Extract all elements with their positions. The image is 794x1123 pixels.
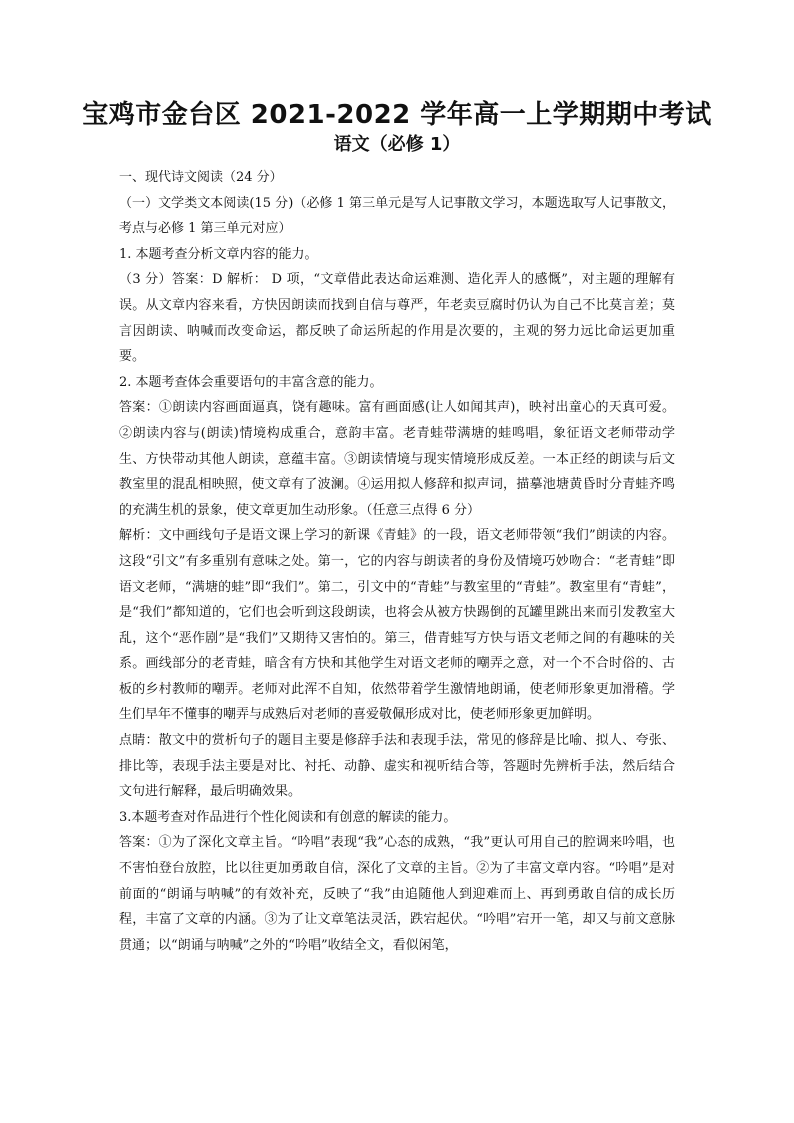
- question-2-prompt: 2. 本题考查体会重要语句的丰富含意的能力。: [119, 374, 383, 390]
- question-1-answer: （3 分）答案：D 解析： D 项，“文章借此表达命运难测、造化弄人的感慨”，对主题的理解有误。从文章内容来看，方快因朗读而找到自信与尊严，年老卖豆腐时仍认为自己不比莫言差；莫言因朗读、呐喊而改变命运，都反映了命运所起的作用是次要的，主观的努力远比命运更加重要。: [119, 272, 675, 365]
- page-subtitle: 语文（必修 1）: [333, 134, 461, 155]
- question-2-analysis: 解析：文中画线句子是语文课上学习的新课《青蛙》的一段，语文老师带领“我们”朗读的内容。这段“引文”有多重别有意味之处。第一，它的内容与朗读者的身份及情境巧妙吻合：“老青蛙”即语文老师，“满塘的蛙”即“我们”。第二，引文中的“青蛙”与教室里的“青蛙”。教室里有“青蛙”，是“我们”都知道的，它们也会听到这段朗读，也将会从被方快踢倒的瓦罐里跳出来而引发教室大乱，这个“恶作剧”是“我们”又期待又害怕的。第三，借青蛙写方快与语文老师之间的有趣味的关系。画线部分的老青蛙，暗含有方快和其他学生对语文老师的嘲弄之意，对一个不合时俗的、古板的乡村教师的嘲弄。老师对此浑不自知，依然带着学生激情地朗诵，使老师形象更加滑稽。学生们早年不懂事的嘲弄与成熟后对老师的喜爱敬佩形成对比，使老师形象更加鲜明。: [119, 528, 675, 723]
- document-body: [119, 165, 675, 958]
- question-2-answer: 答案：①朗读内容画面逼真，饶有趣味。富有画面感(让人如闻其声)，映衬出童心的天真可爱。②朗读内容与(朗读)情境构成重合，意韵丰富。老青蛙带满塘的蛙鸣唱，象征语文老师带动学生、方快带动其他人朗读，意蕴丰富。③朗读情境与现实情境形成反差。一本正经的朗读与后文教室里的混乱相映照，使文章有了波澜。④运用拟人修辞和拟声词，描摹池塘黄昏时分青蛙齐鸣的充满生机的景象，使文章更加生动形象。（任意三点得 6 分）: [119, 400, 675, 518]
- page-title: 宝鸡市金台区 2021-2022 学年高一上学期期中考试: [82, 100, 712, 130]
- question-3-answer: 答案：①为了深化文章主旨。“吟唱”表现“我”心态的成熟，“我”更认可用自己的腔调来吟唱，也不害怕登台放腔，比以往更加勇敢自信，深化了文章的主旨。②为了丰富文章内容。“吟唱”是对前面的“朗诵与呐喊”的有效补充，反映了“我”由追随他人到迎难而上、再到勇敢自信的成长历程，丰富了文章的内涵。③为了让文章笔法灵活，跌宕起伏。“吟唱”宕开一笔，却又与前文意脉贯通；以“朗诵与呐喊”之外的“吟唱”收结全文，看似闲笔，: [119, 835, 675, 953]
- section-heading: 一、现代诗文阅读（24 分）: [119, 170, 283, 185]
- subsection-heading: （一）文学类文本阅读(15 分)（必修 1 第三单元是写人记事散文学习，本题选取写人记事散文，考点与必修 1 第三单元对应）: [119, 195, 675, 237]
- question-3-prompt: 3.本题考查对作品进行个性化阅读和有创意的解读的能力。: [119, 809, 457, 825]
- question-1-prompt: 1. 本题考查分析文章内容的能力。: [119, 246, 318, 262]
- question-2-tip: 点睛：散文中的赏析句子的题目主要是修辞手法和表现手法，常见的修辞是比喻、拟人、夸张、排比等，表现手法主要是对比、衬托、动静、虚实和视听结合等，答题时先辨析手法，然后结合文句进行解释，最后明确效果。: [119, 733, 675, 800]
